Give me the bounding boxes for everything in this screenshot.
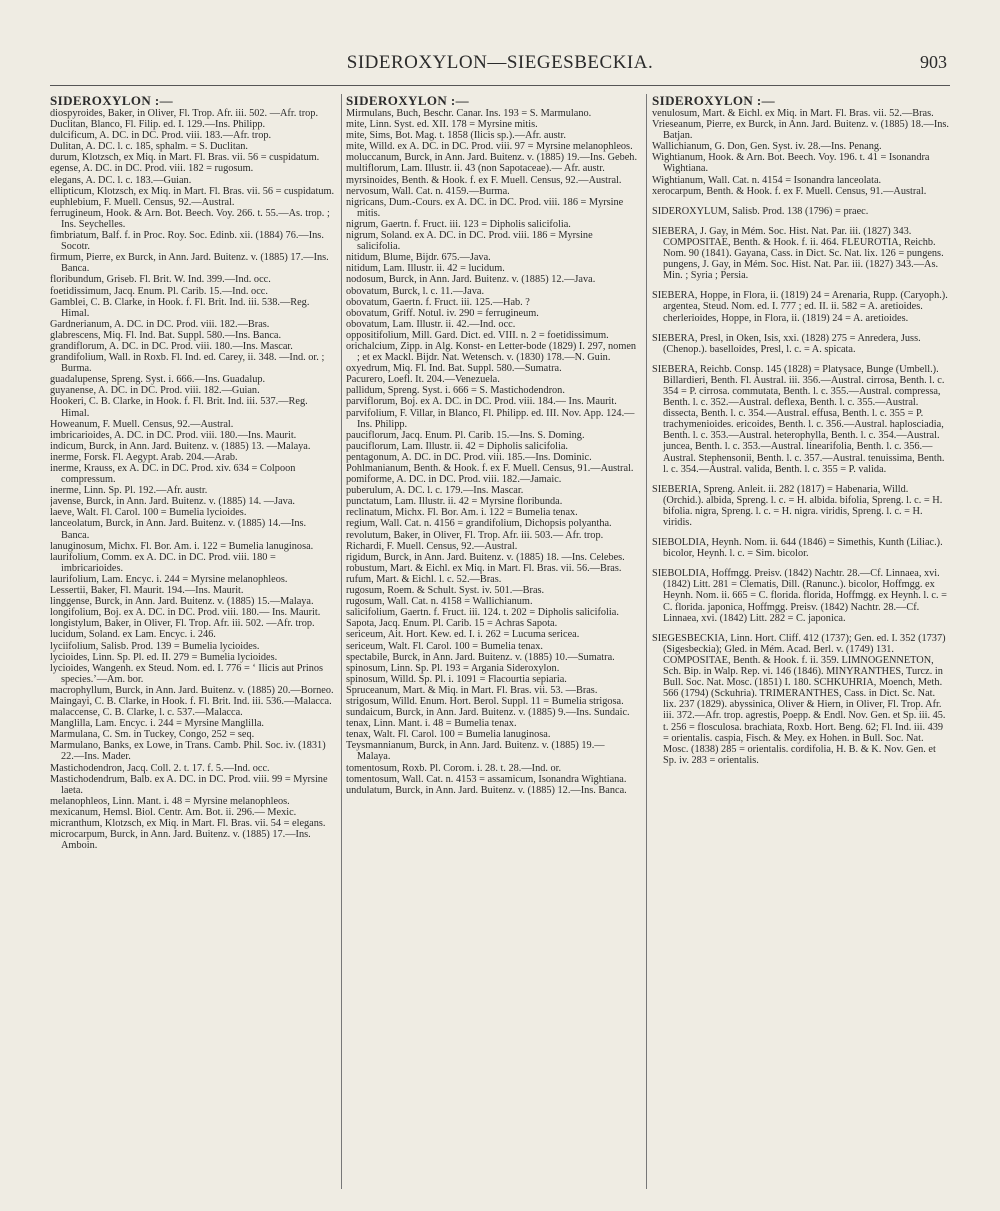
species-entry: mite, Sims, Bot. Mag. t. 1858 (Ilicis sp.).—Afr. austr. [346, 130, 566, 142]
species-entry: nigrum, Gaertn. f. Fruct. iii. 123 = Dipholis salicifolia. [346, 218, 571, 230]
species-entry: lanceolatum, Burck, in Ann. Jard. Buitenz. v. (1885) 14.—Ins. Banca. [50, 518, 307, 541]
species-entry: Gardnerianum, A. DC. in DC. Prod. viii. 182.—Bras. [50, 318, 270, 330]
genus-block: SIEBERA, Presl, in Oken, Isis, xxi. (1828) 275 = Anredera, Juss. (Chenop.). baselloides, Presl, l. c. = A. spicata. [652, 332, 921, 355]
species-entry: moluccanum, Burck, in Ann. Jard. Buitenz. v. (1885) 19.—Ins. Gebeh. [346, 152, 638, 164]
species-entry: oppositifolium, Mill. Gard. Dict. ed. VIII. n. 2 = foetidissimum. [346, 329, 609, 341]
column-1 [50, 94, 335, 1194]
species-entry: nigricans, Dum.-Cours. ex A. DC. in DC. Prod. viii. 186 = Myrsine mitis. [346, 196, 624, 219]
species-entry: guyanense, A. DC. in DC. Prod. viii. 182.—Guian. [50, 385, 260, 397]
species-entry: elegans, A. DC. l. c. 183.—Guian. [50, 174, 192, 186]
species-entry: grandifolium, Wall. in Roxb. Fl. Ind. ed. Carey, ii. 348. —Ind. or. ; Burma. [50, 352, 325, 375]
species-entry: Dulitan, A. DC. l. c. 185, sphalm. = S. Duclitan. [50, 141, 249, 153]
column-heading: SIDEROXYLON :— [346, 94, 469, 108]
species-entry: pallidum, Spreng. Syst. i. 666 = S. Mastichodendron. [346, 385, 565, 397]
species-entry: obovatum, Lam. Illustr. ii. 42.—Ind. occ. [346, 318, 516, 330]
page-number: 903 [920, 52, 947, 72]
genus-block: SIEGESBECKIA, Linn. Hort. Cliff. 412 (1737); Gen. ed. I. 352 (1737) (Sigesbeckia); Gled. in Mém. Acad. Berl. v. (1749) 131. COMPOSITAE, Benth. & Hook. f. ii. 359. LIMNOGENNETON, Sch. Bip. in Walp. Rep. vi. 146 (1846). MINYRANTHES, Turcz. in Bull. Soc. Nat. Mosc. (1851) I. 180. SCHKUHRIA, Moench, Meth. 566 (1794) (Sckuhria). TRIMERANTHES, Cass. in Dict. Sc. Nat. lix. 237 (1829). abyssinica, Oliver & Hiern, in Oliver, Fl. Trop. Afr. iii. 372.—Afr. trop. agrestis, Poepp. & Endl. Nov. Gen. et Sp. iii. 45. t. 256 = flosculosa. brachiata, Roxb. Hort. Beng. 62; Fl. Ind. iii. 439 = orientalis. caspia, Fisch. & Mey. ex Hohen. in Bull. Soc. Nat. Mosc. (1838) 285 = orientalis. cordifolia, H. B. & K. Nov. Gen. et Sp. iv. 283 = orientalis. [652, 632, 946, 766]
species-entry: rufum, Mart. & Eichl. l. c. 52.—Bras. [346, 573, 502, 585]
species-entry: Wightianum, Wall. Cat. n. 4154 = Isonandra lanceolata. [652, 174, 882, 186]
species-entry: Hookeri, C. B. Clarke, in Hook. f. Fl. Brit. Ind. iii. 537.—Reg. Himal. [50, 396, 308, 419]
species-entry: sericeum, Walt. Fl. Carol. 100 = Bumelia tenax. [346, 640, 543, 652]
genus-block: SIEBERA, Hoppe, in Flora, ii. (1819) 24 = Arenaria, Rupp. (Caryoph.). argentea, Steud. Nom. ed. I. 777 ; ed. II. ii. 582 = A. aretioides. cherlerioides, Hoppe, in Flora, ii. (1819) 24 = A. aretioides. [652, 290, 948, 324]
species-entry: macrophyllum, Burck, in Ann. Jard. Buitenz. v. (1885) 20.—Borneo. [50, 684, 334, 696]
species-entry: orichalcium, Zipp. in Alg. Konst- en Letter-bode (1829) I. 297, nomen ; et ex Mackl. Bijdr. Nat. Wetensch. v. (1830) 178.—N. Guin. [346, 340, 637, 364]
species-entry: lanuginosum, Michx. Fl. Bor. Am. i. 122 = Bumelia lanuginosa. [50, 540, 314, 552]
species-entry: micranthum, Klotzsch, ex Miq. in Mart. Fl. Bras. vii. 54 = elegans. [50, 818, 326, 829]
species-entry: strigosum, Willd. Enum. Hort. Berol. Suppl. 11 = Bumelia strigosa. [346, 695, 624, 707]
species-entry: Marmulana, C. Sm. in Tuckey, Congo, 252 = seq. [50, 729, 255, 741]
species-entry: glabrescens, Miq. Fl. Ind. Bat. Suppl. 580.—Ins. Banca. [50, 329, 282, 341]
species-entry: euphlebium, F. Muell. Census, 92.—Austral. [50, 196, 235, 208]
column-divider [646, 94, 647, 1189]
species-entry: floribundum, Griseb. Fl. Brit. W. Ind. 399.—Ind. occ. [50, 274, 271, 286]
species-entry: obovatum, Gaertn. f. Fruct. iii. 125.—Hab. ? [346, 296, 530, 308]
species-entry: parvifolium, F. Villar, in Blanco, Fl. Philipp. ed. III. Nov. App. 124.—Ins. Philipp. [346, 407, 635, 430]
species-entry: diospyroides, Baker, in Oliver, Fl. Trop. Afr. iii. 502. —Afr. trop. [50, 108, 319, 119]
species-entry: Pacurero, Loefl. It. 204.—Venezuela. [346, 374, 500, 386]
species-entry: obovatum, Burck, l. c. 11.—Java. [346, 285, 485, 297]
species-entry: egense, A. DC. in DC. Prod. viii. 182 = rugosum. [50, 163, 254, 175]
species-entry: Duclitan, Blanco, Fl. Filip. ed. I. 129.—Ins. Philipp. [50, 119, 266, 131]
species-entry: imbricarioides, A. DC. in DC. Prod. viii. 180.—Ins. Maurit. [50, 429, 297, 441]
species-entry: myrsinoides, Benth. & Hook. f. ex F. Muell. Census, 92.—Austral. [346, 174, 622, 186]
header-rule [50, 85, 950, 86]
species-entry: longistylum, Baker, in Oliver, Fl. Trop. Afr. iii. 502. —Afr. trop. [50, 618, 315, 630]
species-entry: grandiflorum, A. DC. in DC. Prod. viii. 180.—Ins. Mascar. [50, 340, 293, 352]
species-entry: Howeanum, F. Muell. Census, 92.—Austral. [50, 418, 234, 430]
species-entry: lycioides, Wangenh. ex Steud. Nom. ed. I. 776 = ‘ Ilicis aut Prinos species.’—Am. bor. [50, 662, 324, 685]
species-entry: nervosum, Wall. Cat. n. 4159.—Burma. [346, 185, 510, 197]
species-entry: tenax, Linn. Mant. i. 48 = Bumelia tenax. [346, 718, 517, 730]
species-entry: obovatum, Griff. Notul. iv. 290 = ferrugineum. [346, 307, 539, 319]
species-entry: Richardi, F. Muell. Census, 92.—Austral. [346, 540, 518, 552]
species-entry: tenax, Walt. Fl. Carol. 100 = Bumelia lanuginosa. [346, 729, 551, 741]
genus-block: SIEBERA, Reichb. Consp. 145 (1828) = Platysace, Bunge (Umbell.). Billardieri, Benth. Fl. Austral. iii. 356.—Austral. cirrosa, Benth. l. c. 354 = P. cirrosa. commutata, Benth. l. c. 355.—Austral. compressa, Benth. l. c. 352.—Austral. deflexa, Benth. l. c. 355.—Austral. dissecta, Benth. l. c. 354.—Austral. effusa, Benth. l. c. 355 = P. trachymenioides. ericoides, Benth. l. c. 356.—Austral. haplosciadia, Benth. l. c. 353.—Austral. heterophylla, Benth. l. c. 354.—Austral. juncea, Benth. l. c. 353.—Austral. linearifolia, Benth. l. c. 356.—Austral. Stephensonii, Benth. l. c. 357.—Austral. tenuissima, Benth. l. c. 354.—Austral. valida, Benth. l. c. 355 = P. valida. [652, 363, 945, 475]
species-entry: dulcificum, A. DC. in DC. Prod. viii. 183.—Afr. trop. [50, 130, 272, 142]
species-entry: fimbriatum, Balf. f. in Proc. Roy. Soc. Edinb. xii. (1884) 76.—Ins. Socotr. [50, 230, 324, 253]
species-entry: melanophleos, Linn. Mant. i. 48 = Myrsine melanophleos. [50, 795, 290, 807]
species-entry: inerme, Linn. Sp. Pl. 192.—Afr. austr. [50, 485, 208, 497]
species-entry: Vrieseanum, Pierre, ex Burck, in Ann. Jard. Buitenz. v. (1885) 18.—Ins. Batjan. [652, 119, 949, 142]
species-entry: reclinatum, Michx. Fl. Bor. Am. i. 122 = Bumelia tenax. [346, 507, 578, 519]
species-entry: linggense, Burck, in Ann. Jard. Buitenz. v. (1885) 15.—Malaya. [50, 596, 314, 608]
species-entry: mite, Linn. Syst. ed. XII. 178 = Myrsine mitis. [346, 119, 538, 131]
species-entry: javense, Burck, in Ann. Jard. Buitenz. v. (1885) 14. —Java. [50, 496, 295, 508]
species-entry: nitidum, Blume, Bijdr. 675.—Java. [346, 252, 491, 264]
species-entry: pauciflorum, Jacq. Enum. Pl. Carib. 15.—Ins. S. Doming. [346, 429, 585, 441]
species-entry: rigidum, Burck, in Ann. Jard. Buitenz. v. (1885) 18. —Ins. Celebes. [346, 551, 625, 563]
species-entry: ferrugineum, Hook. & Arn. Bot. Beech. Voy. 266. t. 55.—As. trop. ; Ins. Seychelles. [50, 207, 330, 230]
species-entry: regium, Wall. Cat. n. 4156 = grandifolium, Dichopsis polyantha. [346, 518, 612, 530]
species-entry: inerme, Forsk. Fl. Aegypt. Arab. 204.—Arab. [50, 451, 238, 463]
species-entry: firmum, Pierre, ex Burck, in Ann. Jard. Buitenz. v. (1885) 17.—Ins. Banca. [50, 252, 329, 275]
genus-block: SIEBERA, J. Gay, in Mém. Soc. Hist. Nat. Par. iii. (1827) 343. COMPOSITAE, Benth. & Hook. f. ii. 464. FLEUROTIA, Reichb. Nom. 90 (1841). Gayana, Cass. in Dict. Sc. Nat. lix. 126 = pungens. pungens, J. Gay, in Mém. Soc. Hist. Nat. Par. iii. (1827) 343.—As. Min. ; Syria ; Persia. [652, 225, 944, 282]
species-entry: Wightianum, Hook. & Arn. Bot. Beech. Voy. 196. t. 41 = Isonandra Wightiana. [652, 152, 930, 175]
species-entry: Mastichodendron, Jacq. Coll. 2. t. 17. f. 5.—Ind. occ. [50, 762, 270, 774]
species-entry: foetidissimum, Jacq. Enum. Pl. Carib. 15.—Ind. occ. [50, 285, 268, 297]
species-entry: durum, Klotzsch, ex Miq. in Mart. Fl. Bras. vii. 56 = cuspidatum. [50, 152, 320, 164]
species-entry: multiflorum, Lam. Illustr. ii. 43 (non Sapotaceae).— Afr. austr. [346, 163, 605, 175]
species-entry: Teysmannianum, Burck, in Ann. Jard. Buitenz. v. (1885) 19.—Malaya. [346, 740, 605, 763]
column-heading: SIDEROXYLON :— [652, 94, 775, 108]
species-entry: undulatum, Burck, in Ann. Jard. Buitenz. v. (1885) 12.—Ins. Banca. [346, 784, 627, 796]
species-entry: Gamblei, C. B. Clarke, in Hook. f. Fl. Brit. Ind. iii. 538.—Reg. Himal. [50, 296, 310, 319]
species-entry: laeve, Walt. Fl. Carol. 100 = Bumelia lycioides. [50, 507, 247, 519]
species-entry: inerme, Krauss, ex A. DC. in DC. Prod. xiv. 634 = Colpoon compressum. [50, 463, 296, 486]
species-entry: Mirmulans, Buch, Beschr. Canar. Ins. 193 = S. Marmulano. [346, 108, 592, 119]
species-entry: lycioides, Linn. Sp. Pl. ed. II. 279 = Bumelia lycioides. [50, 651, 278, 663]
species-entry: lucidum, Soland. ex Lam. Encyc. i. 246. [50, 629, 216, 641]
species-entry: Marmulano, Banks, ex Lowe, in Trans. Camb. Phil. Soc. iv. (1831) 22.—Ins. Mader. [50, 740, 326, 763]
column-divider [341, 94, 342, 1189]
species-entry: guadalupense, Spreng. Syst. i. 666.—Ins. Guadalup. [50, 374, 266, 386]
species-entry: longifolium, Boj. ex A. DC. in DC. Prod. viii. 180.— Ins. Maurit. [50, 607, 321, 619]
species-entry: robustum, Mart. & Eichl. ex Miq. in Mart. Fl. Bras. vii. 56.—Bras. [346, 562, 622, 574]
species-entry: Sapota, Jacq. Enum. Pl. Carib. 15 = Achras Sapota. [346, 618, 558, 630]
genus-block: SIDEROXYLUM, Salisb. Prod. 138 (1796) = praec. [652, 205, 869, 217]
species-entry: ellipticum, Klotzsch, ex Miq. in Mart. Fl. Bras. vii. 56 = cuspidatum. [50, 185, 335, 197]
species-entry: pentagonum, A. DC. in DC. Prod. viii. 185.—Ins. Dominic. [346, 451, 592, 463]
genus-block: SIEBOLDIA, Hoffmgg. Preisv. (1842) Nachtr. 28.—Cf. Linnaea, xvi. (1842) Litt. 281 = Clematis, Dill. (Ranunc.). bicolor, Hoffmgg. ex Heynh. Nom. ii. 665 = C. florida. florida, Hoffmgg. ex Heynh. l. c. = C. florida. japonica, Hoffmgg. Preisv. (1842) Nachtr. 28.—Cf. Linnaea, xvi. (1842) Litt. 282 = C. japonica. [652, 568, 947, 624]
species-entry: nigrum, Soland. ex A. DC. in DC. Prod. viii. 186 = Myrsine salicifolia. [346, 230, 593, 253]
species-entry: pauciflorum, Lam. Illustr. ii. 42 = Dipholis salicifolia. [346, 440, 569, 452]
species-entry: Spruceanum, Mart. & Miq. in Mart. Fl. Bras. vii. 53. —Bras. [346, 684, 598, 696]
species-entry: rugosum, Wall. Cat. n. 4158 = Wallichianum. [346, 596, 533, 608]
species-entry: Lessertii, Baker, Fl. Maurit. 194.—Ins. Maurit. [50, 585, 244, 597]
species-entry: Mastichodendrum, Balb. ex A. DC. in DC. Prod. viii. 99 = Myrsine laeta. [50, 773, 328, 796]
species-entry: malaccense, C. B. Clarke, l. c. 537.—Malacca. [50, 707, 243, 719]
column-2 [346, 94, 638, 1194]
species-entry: sundaicum, Burck, in Ann. Jard. Buitenz. v. (1885) 9.—Ins. Sundaic. [346, 707, 630, 719]
species-entry: tomentosum, Roxb. Pl. Corom. i. 28. t. 28.—Ind. or. [346, 762, 562, 774]
species-entry: spectabile, Burck, in Ann. Jard. Buitenz. v. (1885) 10.—Sumatra. [346, 651, 615, 663]
species-entry: laurifolium, Comm. ex A. DC. in DC. Prod. viii. 180 = imbricarioides. [50, 551, 276, 574]
species-entry: sericeum, Ait. Hort. Kew. ed. I. i. 262 = Lucuma sericea. [346, 629, 580, 641]
species-entry: Pohlmanianum, Benth. & Hook. f. ex F. Muell. Census, 91.—Austral. [346, 463, 634, 474]
species-entry: rugosum, Roem. & Schult. Syst. iv. 501.—Bras. [346, 585, 545, 597]
species-entry: microcarpum, Burck, in Ann. Jard. Buitenz. v. (1885) 17.—Ins. Amboin. [50, 829, 311, 852]
species-entry: lyciifolium, Salisb. Prod. 139 = Bumelia lycioides. [50, 640, 260, 652]
species-entry: nodosum, Burck, in Ann. Jard. Buitenz. v. (1885) 12.—Java. [346, 274, 596, 286]
species-entry: tomentosum, Wall. Cat. n. 4153 = assamicum, Isonandra Wightiana. [346, 773, 627, 785]
species-entry: mite, Willd. ex A. DC. in DC. Prod. viii. 97 = Myrsine melanophleos. [346, 141, 633, 153]
species-entry: salicifolium, Gaertn. f. Fruct. iii. 124. t. 202 = Dipholis salicifolia. [346, 607, 619, 619]
species-entry: Manglilla, Lam. Encyc. i. 244 = Myrsine Manglilla. [50, 718, 264, 730]
species-entry: nitidum, Lam. Illustr. ii. 42 = lucidum. [346, 263, 505, 275]
species-entry: spinosum, Linn. Sp. Pl. 193 = Argania Sideroxylon. [346, 662, 560, 674]
species-entry: venulosum, Mart. & Eichl. ex Miq. in Mart. Fl. Bras. vii. 52.—Bras. [652, 108, 934, 119]
species-entry: puberulum, A. DC. l. c. 179.—Ins. Mascar. [346, 485, 524, 497]
species-entry: laurifolium, Lam. Encyc. i. 244 = Myrsine melanophleos. [50, 573, 288, 585]
species-entry: indicum, Burck, in Ann. Jard. Buitenz. v. (1885) 13. —Malaya. [50, 440, 311, 452]
species-entry: xerocarpum, Benth. & Hook. f. ex F. Muell. Census, 91.—Austral. [652, 185, 927, 197]
species-entry: Maingayi, C. B. Clarke, in Hook. f. Fl. Brit. Ind. iii. 536.—Malacca. [50, 695, 332, 707]
species-entry: revolutum, Baker, in Oliver, Fl. Trop. Afr. iii. 503.— Afr. trop. [346, 529, 604, 541]
column-heading: SIDEROXYLON :— [50, 94, 173, 108]
column-3 [652, 94, 950, 1194]
species-entry: mexicanum, Hemsl. Biol. Centr. Am. Bot. ii. 296.— Mexic. [50, 806, 297, 818]
species-entry: punctatum, Lam. Illustr. ii. 42 = Myrsine floribunda. [346, 496, 563, 508]
species-entry: spinosum, Willd. Sp. Pl. i. 1091 = Flacourtia sepiaria. [346, 673, 567, 685]
species-entry: Wallichianum, G. Don, Gen. Syst. iv. 28.—Ins. Penang. [652, 141, 882, 153]
running-title: SIDEROXYLON—SIEGESBECKIA. [346, 52, 654, 73]
species-entry: pomiforme, A. DC. in DC. Prod. viii. 182.—Jamaic. [346, 474, 562, 486]
genus-block: SIEBERIA, Spreng. Anleit. ii. 282 (1817) = Habenaria, Willd. (Orchid.). albida, Spreng. l. c. = H. albida. bifolia, Spreng. l. c. = H. bifolia. nigra, Spreng. l. c. = H. nigra. viridis, Spreng. l. c. = H. viridis. [652, 483, 943, 528]
species-entry: oxyedrum, Miq. Fl. Ind. Bat. Suppl. 580.—Sumatra. [346, 363, 562, 375]
genus-block: SIEBOLDIA, Heynh. Nom. ii. 644 (1846) = Simethis, Kunth (Liliac.). bicolor, Heynh. l. c. = Sim. bicolor. [652, 537, 943, 560]
species-entry: parviflorum, Boj. ex A. DC. in DC. Prod. viii. 184.— Ins. Maurit. [346, 396, 617, 408]
